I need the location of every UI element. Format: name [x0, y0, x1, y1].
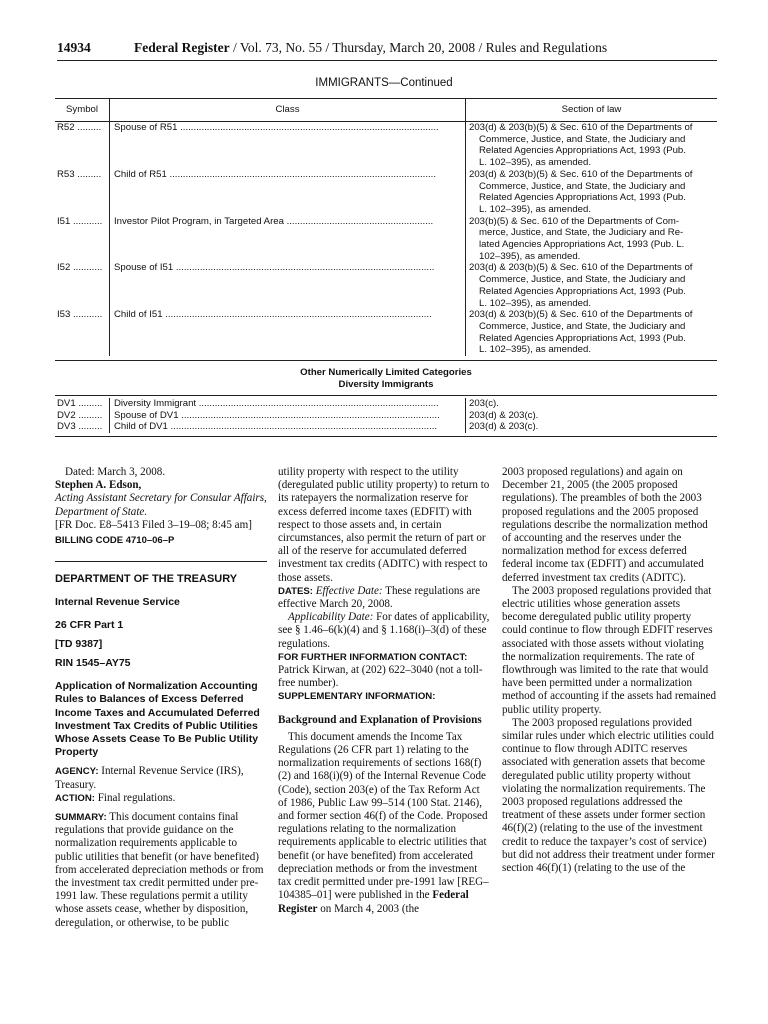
table-row	[55, 169, 717, 216]
issue-details: / Vol. 73, No. 55 / Thursday, March 20, 2008 / Rules and Regulations	[229, 40, 608, 55]
immigrants-table	[55, 98, 717, 437]
rin-number: RIN 1545–AY75	[55, 657, 131, 670]
table-title: IMMIGRANTS—Continued	[315, 77, 453, 89]
law-cell: 203(d) & 203(c).	[465, 410, 717, 422]
law-line: 203(d) & 203(b)(5) & Sec. 610 of the Departments of	[469, 262, 693, 274]
signer-title: Acting Assistant Secretary for Consular Affairs, Department of State.	[55, 492, 267, 518]
table-body	[55, 122, 717, 356]
class-cell: Spouse of DV1 .................................................................................................	[109, 410, 465, 422]
law-cell: 203(d) & 203(c).	[465, 421, 717, 433]
table-row	[55, 122, 717, 169]
paragraph-continued: 2003 proposed regulations) and again on December 21, 2005 (the 2005 proposed regulations). The preambles of both the 2003 proposed regulations and the 2005 proposed regulations describe the normalization method of accounting and the reserves under the normalization method for excess deferred federal income tax (EDFIT) and accumulated deferred investment tax credits (ADITC).	[502, 466, 708, 584]
symbol-cell: I53 ...........	[57, 309, 103, 321]
law-line: L. 102–395), as amended.	[479, 297, 592, 309]
dates-label: DATES:	[278, 585, 313, 597]
law-cell	[465, 216, 717, 263]
law-cell	[465, 122, 717, 169]
dates-paragraph	[278, 585, 490, 611]
column-header-class: Class	[109, 99, 465, 121]
contact-text: Patrick Kirwan, at (202) 622–3040 (not a toll-free number).	[278, 664, 483, 690]
dated-line: Dated: March 3, 2008.	[65, 466, 166, 478]
column-1	[55, 466, 267, 930]
table-row	[55, 410, 717, 422]
publication-name: Federal Register	[134, 40, 230, 55]
contact-label: FOR FURTHER INFORMATION CONTACT:	[278, 651, 468, 663]
applicability-label: Applicability Date:	[288, 611, 374, 624]
table-row	[55, 421, 717, 433]
law-cell	[465, 309, 717, 356]
federal-register-ref: Federal Register	[278, 889, 469, 915]
symbol-cell: DV3 .........	[57, 421, 103, 433]
page-number: 14934	[57, 40, 91, 55]
symbol-cell: I52 ...........	[57, 262, 103, 274]
law-line: Commerce, Justice, and State, the Judiciary and	[479, 274, 686, 286]
law-line: Commerce, Justice, and State, the Judiciary and	[479, 180, 686, 192]
effective-date-label: Effective Date:	[313, 584, 383, 597]
diversity-table-body	[55, 396, 717, 436]
symbol-cell: DV2 .........	[57, 409, 103, 421]
table-row	[55, 216, 717, 263]
table-row	[55, 309, 717, 356]
section-heading-line: Other Numerically Limited Categories	[300, 367, 472, 379]
symbol-cell: R53 .........	[57, 168, 102, 180]
running-title	[134, 40, 607, 56]
law-cell	[465, 262, 717, 309]
symbol-cell: R52 .........	[57, 122, 102, 133]
table-row	[55, 262, 717, 309]
supplementary-label: SUPPLEMENTARY INFORMATION:	[278, 691, 436, 703]
law-line: L. 102–395), as amended.	[479, 344, 592, 356]
agency-label: AGENCY:	[55, 766, 99, 778]
paragraph: The 2003 proposed regulations provided similar rules under which electric utilities could continue to flow through ADITC reserves associated with generation assets that become deregulated public utility property without violating the normalization requirements. The 2003 proposed regulations addressed the treatment of these assets under former section 46(f)(2) (relating to the use of the investment credit to reduce the taxpayer’s cost of service) but did not address their treatment under former section 46(f)(1) (relating to the use of the	[502, 716, 715, 875]
law-line: Commerce, Justice, and State, the Judiciary and	[479, 320, 686, 332]
applicability-text: For dates of applicability, see § 1.46–6(k)(4) and § 1.168(i)–3(d) of these regulations.	[278, 611, 490, 650]
symbol-cell: DV1 .........	[57, 398, 103, 410]
page-header	[57, 40, 717, 61]
summary-paragraph	[55, 811, 267, 930]
action-label: ACTION:	[55, 792, 95, 804]
law-line: 203(d) & 203(b)(5) & Sec. 610 of the Departments of	[469, 168, 693, 180]
law-line: 102–395), as amended.	[479, 250, 581, 262]
law-line: Related Agencies Appropriations Act, 1993 (Pub.	[479, 332, 686, 344]
class-cell: Child of R51 ....................................................................................................	[109, 169, 465, 216]
background-text: This document amends the Income Tax Regulations (26 CFR part 1) relating to the normalization requirements of sections 168(f)(2) and 168(i)(9) of the Internal Revenue Code (Code), section 203(e) of the Tax Reform Act of 1986, Public Law 99–514 (100 Stat. 2146), and former section 46(f) of the Code. Proposed regulations relating to the normalization requirements applicable to electric utilities that benefit (or have benefited) from accelerated depreciation methods or from the investment tax credit permitted under pre-1991 law [REG–104385–01] were published in the	[278, 730, 489, 902]
law-line: Related Agencies Appropriations Act, 1993 (Pub.	[479, 145, 686, 157]
summary-text: This document contains final regulations that provide guidance on the normalization requirements applicable to public utilities that benefit (or have benefited) from accelerated depreciation methods or from the investment tax credit permitted under pre-1991 law. These regulations permit a utility whose assets cease, whether by disposition, deregulation, or otherwise, to be public	[55, 811, 264, 929]
summary-label: SUMMARY:	[55, 812, 107, 824]
paragraph: The 2003 proposed regulations provided that electric utilities whose generation assets become deregulated public utility property could continue to flow through EDFIT reserves associated with those assets without violating the normalization requirements. The rate of flowthrough was limited to the rate that would have been permitted under a normalization method of accounting if the assets had remained public utility property.	[502, 584, 717, 716]
law-line: Related Agencies Appropriations Act, 1993 (Pub.	[479, 285, 686, 297]
billing-code: BILLING CODE 4710–06–P	[55, 535, 175, 547]
td-number: [TD 9387]	[55, 637, 103, 650]
class-cell: Diversity Immigrant ..........................................................................................	[109, 398, 465, 410]
fr-doc-line: [FR Doc. E8–5413 Filed 3–19–08; 8:45 am]	[55, 518, 252, 531]
signer-name: Stephen A. Edson,	[55, 479, 142, 492]
background-heading: Background and Explanation of Provisions	[278, 713, 482, 726]
law-line: L. 102–395), as amended.	[479, 203, 592, 215]
agency-heading: Internal Revenue Service	[55, 596, 180, 609]
class-cell: Spouse of I51 .................................................................................................	[109, 262, 465, 309]
law-line: Commerce, Justice, and State, the Judiciary and	[479, 133, 686, 145]
class-cell: Investor Pilot Program, in Targeted Area .......................................................	[109, 216, 465, 263]
column-header-symbol: Symbol	[66, 104, 98, 115]
section-heading	[55, 360, 717, 396]
rule-title: Application of Normalization Accounting Rules to Balances of Excess Deferred Income Taxes and Accumulated Deferred Investment Tax Credits of Public Utilities Whose Assets Cease To Be Public Utility Property	[55, 680, 260, 759]
background-text-end: on March 4, 2003 (the	[317, 902, 420, 915]
dates-text: These regulations are effective March 20, 2008.	[278, 584, 481, 611]
column-3	[502, 466, 717, 875]
law-line: merce, Justice, and State, the Judiciary and Re-	[479, 227, 684, 239]
class-cell: Child of I51 ....................................................................................................	[109, 309, 465, 356]
cfr-part: 26 CFR Part 1	[55, 618, 124, 631]
law-line: 203(b)(5) & Sec. 610 of the Departments of Com-	[469, 215, 680, 227]
action-paragraph	[55, 792, 267, 805]
column-header-law: Section of law	[465, 99, 717, 121]
law-line: lated Agencies Appropriations Act, 1993 (Pub. L.	[479, 239, 685, 251]
law-cell	[465, 169, 717, 216]
class-cell: Spouse of R51 .................................................................................................	[109, 122, 465, 169]
summary-continued: utility property with respect to the utility (deregulated public utility property) to return to its ratepayers the normalization reserve for excess deferred income taxes (EDFIT) with respect to those assets and, in certain circumstances, also permit the return of part or all of the reserve for accumulated deferred investment tax credits (ADITC) with respect to those assets.	[278, 466, 490, 584]
background-paragraph	[278, 731, 490, 916]
law-line: Related Agencies Appropriations Act, 1993 (Pub.	[479, 192, 686, 204]
table-row	[55, 398, 717, 410]
table-header-row	[55, 99, 717, 122]
symbol-cell: I51 ...........	[57, 215, 103, 227]
law-line: 203(d) & 203(b)(5) & Sec. 610 of the Departments of	[469, 122, 693, 133]
section-heading-line: Diversity Immigrants	[338, 379, 434, 391]
applicability-paragraph	[278, 611, 490, 651]
class-cell: Child of DV1 ....................................................................................................	[109, 421, 465, 433]
department-heading: DEPARTMENT OF THE TREASURY	[55, 561, 267, 586]
law-cell: 203(c).	[465, 398, 717, 410]
column-2	[278, 466, 490, 916]
agency-text: Internal Revenue Service (IRS), Treasury.	[55, 765, 244, 791]
action-text: Final regulations.	[94, 791, 176, 804]
law-line: L. 102–395), as amended.	[479, 157, 592, 169]
text-columns	[55, 466, 717, 1016]
law-line: 203(d) & 203(b)(5) & Sec. 610 of the Departments of	[469, 309, 693, 321]
agency-paragraph	[55, 765, 267, 791]
